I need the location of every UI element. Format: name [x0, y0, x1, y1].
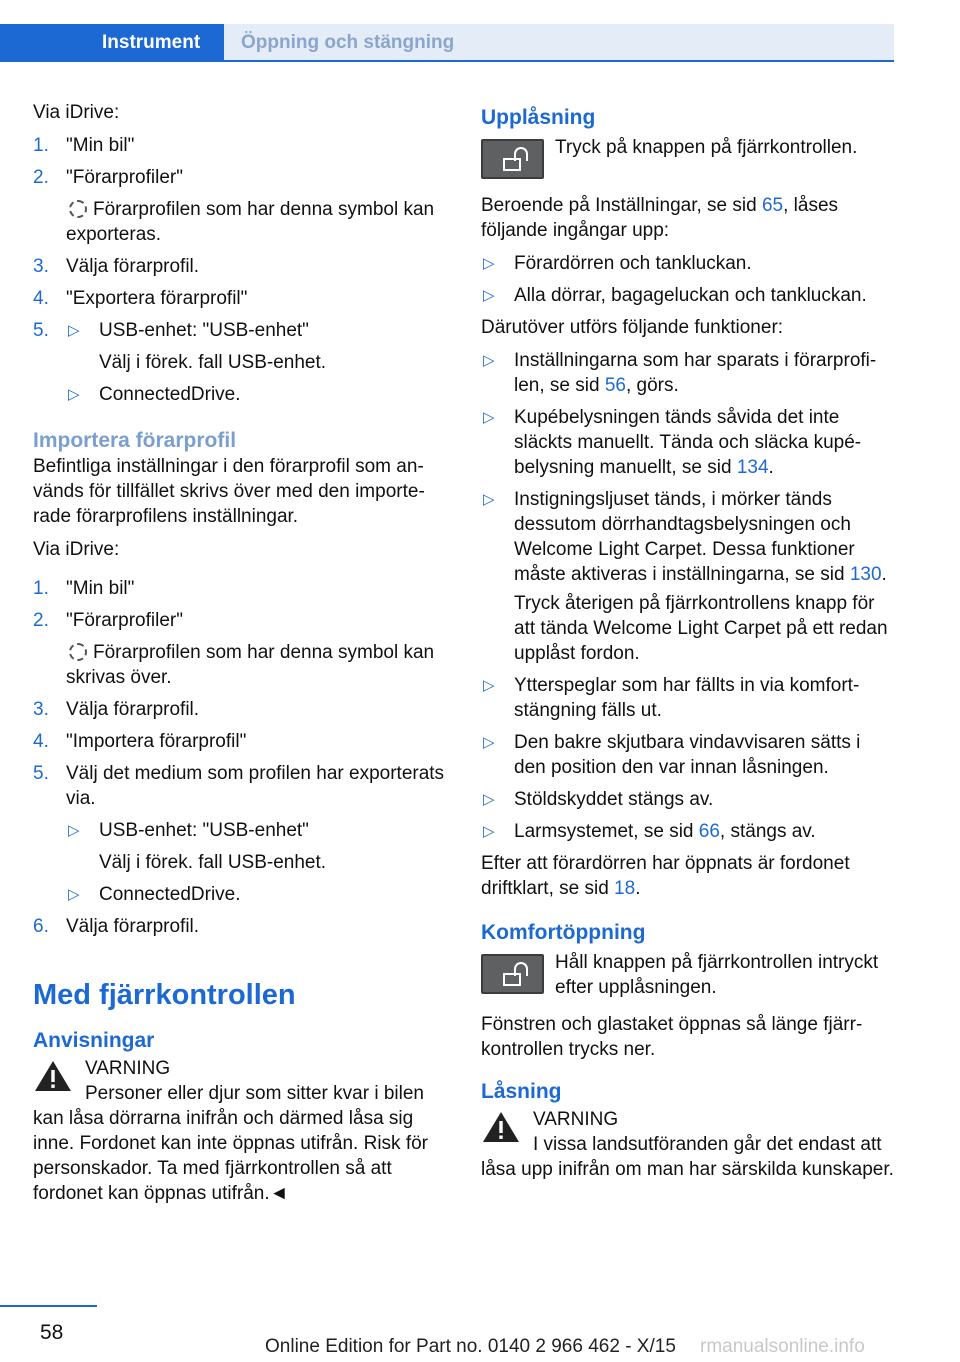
anvisningar-heading: Anvisningar	[33, 1029, 155, 1052]
triangle-bullet-icon: ▷	[68, 322, 80, 339]
beroende-text: Beroende på Inställningar, se sid 65, låses följande ingångar upp:	[481, 195, 839, 241]
warning-block	[33, 1056, 449, 1206]
list-item: 4. "Exportera förarprofil"	[33, 288, 248, 309]
fonstren-text: Fönstren och glastaket öppnas så länge fjärrkontrollen trycks ner.	[481, 1014, 863, 1060]
comfort-key-text: Håll knappen på fjärrkontrollen intryckt efter upplåsningen.	[555, 952, 879, 998]
warning-triangle-icon	[481, 1109, 521, 1145]
warning-block	[481, 1107, 897, 1182]
triangle-bullet-icon: ▷	[483, 677, 495, 694]
list-item: ▷ Alla dörrar, bagageluckan och tankluckan.	[483, 285, 867, 306]
warning-title: VARNING	[85, 1058, 171, 1079]
komfort-heading: Komfortöppning	[481, 921, 646, 944]
import-heading: Importera förarprofil	[33, 429, 237, 452]
section-title: Med fjärrkontrollen	[33, 979, 296, 1011]
comfort-key-block	[481, 950, 897, 1000]
list-item: ▷ Ytterspeglar som har fällts in via komfortstängning fälls ut.	[483, 675, 860, 721]
watermark: rmanualsonline.info	[700, 1336, 865, 1357]
triangle-bullet-icon: ▷	[483, 287, 495, 304]
warning-triangle-icon	[33, 1058, 73, 1094]
list-item: ▷ USB-enhet: "USB-enhet"	[68, 820, 309, 841]
triangle-bullet-icon: ▷	[483, 491, 495, 508]
list-item: 1. "Min bil"	[33, 578, 135, 599]
header-divider	[0, 60, 894, 62]
list-item: 5. ▷ USB-enhet: "USB-enhet"	[33, 320, 309, 341]
unlock-button-icon	[481, 954, 544, 994]
upplasning-heading: Upplåsning	[481, 106, 596, 129]
warning-text: Personer eller djur som sitter kvar i bilen kan låsa dörrarna inifrån och därmed låsa sig inne. Fordonet kan inte öppnas utifrån. Risk för personskador. Ta med fjärrkontrollen så att fordonet kan öppnas utifrån.◄	[33, 1083, 429, 1204]
warning-title: VARNING	[533, 1109, 619, 1130]
via-idrive-label: Via iDrive:	[33, 539, 120, 560]
list-item: ▷ Instigningsljuset tänds, i mörker tänds dessutom dörrhandtagsbelysningen och Welcome Light Carpet. Dessa funktioner måste aktiveras i inställningarna, se sid 130.	[483, 489, 887, 585]
triangle-bullet-icon: ▷	[483, 352, 495, 369]
list-item: ▷ Inställningarna som har sparats i förarprofilen, se sid 56, görs.	[483, 350, 877, 396]
triangle-bullet-icon: ▷	[68, 822, 80, 839]
list-item: 4. "Importera förarprofil"	[33, 731, 247, 752]
edition-text: Online Edition for Part no. 0140 2 966 462 - X/15	[265, 1336, 676, 1357]
page-link[interactable]: 56	[604, 375, 626, 396]
list-item: ▷ Den bakre skjutbara vindavvisaren sätts i den position den var innan låsningen.	[483, 732, 861, 778]
profile-symbol-note: Förarprofilen som har denna symbol kan exporteras.	[66, 199, 435, 245]
page-link[interactable]: 65	[761, 195, 784, 216]
list-item: 5. Välj det medium som profilen har exporterats via.	[33, 763, 445, 809]
list-item: ▷ Förardörren och tankluckan.	[483, 253, 752, 274]
tab-opening-closing[interactable]: Öppning och stängning	[224, 24, 894, 61]
tab-instrument[interactable]: Instrument	[0, 24, 224, 61]
triangle-bullet-icon: ▷	[483, 734, 495, 751]
list-item: ▷ Stöldskyddet stängs av.	[483, 789, 714, 810]
usb-note: Välj i förek. fall USB-enhet.	[99, 352, 327, 373]
header-tabs	[0, 0, 960, 62]
list-item: 6. Välja förarprofil.	[33, 916, 200, 937]
list-item: ▷ ConnectedDrive.	[68, 884, 241, 905]
triangle-bullet-icon: ▷	[483, 823, 495, 840]
right-column	[481, 100, 897, 1190]
list-item: 2. "Förarprofiler"	[33, 610, 183, 631]
list-item: 3. Välja förarprofil.	[33, 256, 200, 277]
list-item: 2. "Förarprofiler"	[33, 167, 183, 188]
unlock-key-text: Tryck på knappen på fjärrkontrollen.	[555, 137, 858, 158]
page-number: 58	[40, 1321, 64, 1344]
gear-icon	[69, 200, 87, 218]
profile-symbol-note: Förarprofilen som har denna symbol kan skrivas över.	[66, 642, 435, 688]
list-item: 3. Välja förarprofil.	[33, 699, 200, 720]
left-column	[33, 100, 449, 1214]
triangle-bullet-icon: ▷	[483, 409, 495, 426]
list-item: ▷ Larmsystemet, se sid 66, stängs av.	[483, 821, 816, 842]
page-link[interactable]: 134	[736, 457, 769, 478]
unlock-button-icon	[481, 139, 544, 179]
list-item: 1. "Min bil"	[33, 135, 135, 156]
gear-icon	[69, 643, 87, 661]
welcome-light-note: Tryck återigen på fjärrkontrollens knapp för att tända Welcome Light Carpet på ett redan upplåst fordon.	[514, 593, 888, 664]
page-link[interactable]: 18	[614, 878, 636, 899]
footer-divider	[0, 1305, 97, 1307]
usb-note: Välj i förek. fall USB-enhet.	[99, 852, 327, 873]
triangle-bullet-icon: ▷	[68, 386, 80, 403]
import-text: Befintliga inställningar i den förarprofil som används för tillfället skrivs över med den importerade förarprofilens inställningar.	[33, 456, 425, 527]
page-link[interactable]: 66	[698, 821, 720, 842]
warning-text: I vissa landsutföranden går det endast att låsa upp inifrån om man har särskilda kunskaper.	[481, 1134, 894, 1180]
lasning-heading: Låsning	[481, 1080, 562, 1103]
via-idrive-label: Via iDrive:	[33, 102, 120, 123]
triangle-bullet-icon: ▷	[483, 255, 495, 272]
triangle-bullet-icon: ▷	[483, 791, 495, 808]
list-item: ▷ ConnectedDrive.	[68, 384, 241, 405]
efter-text: Efter att förardörren har öppnats är fordonet driftklart, se sid 18.	[481, 853, 850, 899]
darutover-text: Därutöver utförs följande funktioner:	[481, 317, 784, 338]
list-item: ▷ Kupébelysningen tänds såvida det inte släckts manuellt. Tända och släcka kupébelysning manuellt, se sid 134.	[483, 407, 862, 478]
page-link[interactable]: 130	[849, 564, 882, 585]
unlock-key-block	[481, 135, 897, 185]
triangle-bullet-icon: ▷	[68, 886, 80, 903]
